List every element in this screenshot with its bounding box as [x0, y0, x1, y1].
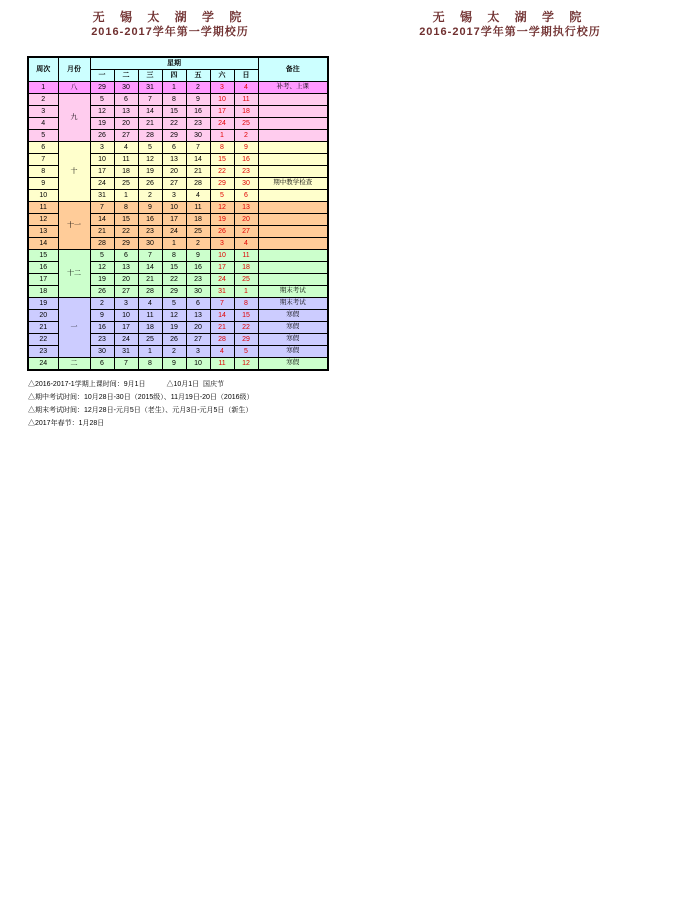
date-cell: 22 [210, 166, 234, 178]
week-no-cell: 12 [28, 214, 58, 226]
date-cell: 21 [138, 118, 162, 130]
date-cell: 8 [162, 250, 186, 262]
note-cell: 寒假 [258, 322, 328, 334]
date-cell: 24 [90, 178, 114, 190]
date-cell: 19 [162, 322, 186, 334]
date-cell: 11 [138, 310, 162, 322]
note-cell: 补考、上课 [258, 82, 328, 94]
date-cell: 12 [90, 106, 114, 118]
date-cell: 5 [90, 94, 114, 106]
week-no-cell: 4 [28, 118, 58, 130]
semester-calendar-table [27, 56, 329, 371]
date-cell: 2 [234, 130, 258, 142]
date-cell: 20 [114, 118, 138, 130]
footnote-line: △期中考试时间：10月28日-30日（2015级）、11月19日-20日（2016级） [28, 394, 254, 401]
note-cell [258, 190, 328, 202]
date-cell: 25 [186, 226, 210, 238]
date-cell: 21 [186, 166, 210, 178]
note-cell: 期末考试 [258, 286, 328, 298]
date-cell: 13 [234, 202, 258, 214]
date-cell: 25 [114, 178, 138, 190]
date-cell: 19 [90, 118, 114, 130]
date-cell: 5 [162, 298, 186, 310]
date-cell: 30 [186, 130, 210, 142]
date-cell: 17 [210, 262, 234, 274]
date-cell: 24 [210, 118, 234, 130]
date-cell: 31 [138, 82, 162, 94]
weekday-header: 五 [186, 70, 210, 82]
week-no-cell: 11 [28, 202, 58, 214]
date-cell: 4 [210, 346, 234, 358]
note-cell [258, 226, 328, 238]
weekday-header: 三 [138, 70, 162, 82]
date-cell: 29 [114, 238, 138, 250]
week-no-cell: 19 [28, 298, 58, 310]
school-name-right: 无 锡 太 湖 学 院 [432, 10, 588, 24]
date-cell: 28 [138, 286, 162, 298]
note-cell [258, 202, 328, 214]
week-no-cell: 16 [28, 262, 58, 274]
date-cell: 31 [114, 346, 138, 358]
note-cell [258, 238, 328, 250]
date-cell: 17 [90, 166, 114, 178]
month-cell: 二 [58, 358, 90, 371]
date-cell: 7 [210, 298, 234, 310]
date-cell: 1 [210, 130, 234, 142]
date-cell: 14 [138, 106, 162, 118]
date-cell: 8 [234, 298, 258, 310]
month-cell: 十二 [58, 250, 90, 298]
date-cell: 5 [210, 190, 234, 202]
month-cell: 十 [58, 142, 90, 202]
date-cell: 16 [186, 262, 210, 274]
calendar-title-right: 2016-2017学年第一学期执行校历 [419, 26, 601, 38]
date-cell: 1 [162, 238, 186, 250]
date-cell: 18 [186, 214, 210, 226]
week-no-cell: 10 [28, 190, 58, 202]
date-cell: 8 [210, 142, 234, 154]
note-cell: 寒假 [258, 358, 328, 371]
date-cell: 5 [234, 346, 258, 358]
calendar-row [28, 298, 328, 310]
date-cell: 12 [210, 202, 234, 214]
date-cell: 4 [114, 142, 138, 154]
month-cell: 十一 [58, 202, 90, 250]
note-cell: 寒假 [258, 334, 328, 346]
date-cell: 11 [114, 154, 138, 166]
month-cell: 九 [58, 94, 90, 142]
date-cell: 20 [162, 166, 186, 178]
date-cell: 16 [90, 322, 114, 334]
week-no-cell: 17 [28, 274, 58, 286]
date-cell: 3 [210, 82, 234, 94]
date-cell: 19 [210, 214, 234, 226]
week-no-cell: 15 [28, 250, 58, 262]
date-cell: 22 [162, 274, 186, 286]
date-cell: 18 [114, 166, 138, 178]
date-cell: 24 [114, 334, 138, 346]
date-cell: 3 [162, 190, 186, 202]
month-cell: 一 [58, 298, 90, 358]
footnote-line: △2017年春节：1月28日 [28, 420, 105, 427]
date-cell: 29 [162, 286, 186, 298]
week-no-cell: 2 [28, 94, 58, 106]
note-cell [258, 94, 328, 106]
date-cell: 23 [186, 118, 210, 130]
date-cell: 9 [186, 250, 210, 262]
date-cell: 17 [210, 106, 234, 118]
date-cell: 1 [162, 82, 186, 94]
date-cell: 8 [138, 358, 162, 371]
weekday-group-header: 星期 [90, 57, 258, 70]
date-cell: 25 [234, 274, 258, 286]
note-cell: 寒假 [258, 346, 328, 358]
execution-calendar-page [340, 0, 680, 453]
week-no-cell: 6 [28, 142, 58, 154]
date-cell: 6 [186, 298, 210, 310]
date-cell: 1 [138, 346, 162, 358]
calendar-row [28, 358, 328, 371]
date-cell: 13 [114, 262, 138, 274]
week-no-cell: 5 [28, 130, 58, 142]
date-cell: 9 [186, 94, 210, 106]
date-cell: 15 [162, 262, 186, 274]
date-cell: 11 [186, 202, 210, 214]
date-cell: 7 [114, 358, 138, 371]
week-no-cell: 9 [28, 178, 58, 190]
note-cell [258, 154, 328, 166]
date-cell: 19 [138, 166, 162, 178]
date-cell: 16 [138, 214, 162, 226]
date-cell: 9 [162, 358, 186, 371]
date-cell: 15 [114, 214, 138, 226]
date-cell: 10 [210, 250, 234, 262]
date-cell: 23 [186, 274, 210, 286]
date-cell: 30 [114, 82, 138, 94]
date-cell: 3 [90, 142, 114, 154]
note-cell [258, 214, 328, 226]
date-cell: 10 [162, 202, 186, 214]
date-cell: 28 [138, 130, 162, 142]
date-cell: 8 [162, 94, 186, 106]
week-no-cell: 7 [28, 154, 58, 166]
week-no-cell: 20 [28, 310, 58, 322]
week-no-header: 周次 [28, 57, 58, 82]
date-cell: 29 [210, 178, 234, 190]
week-no-cell: 1 [28, 82, 58, 94]
date-cell: 25 [234, 118, 258, 130]
date-cell: 2 [162, 346, 186, 358]
calendar-title-left: 2016-2017学年第一学期校历 [91, 26, 249, 38]
note-cell [258, 106, 328, 118]
date-cell: 22 [234, 322, 258, 334]
month-header: 月份 [58, 57, 90, 82]
week-no-cell: 22 [28, 334, 58, 346]
date-cell: 30 [186, 286, 210, 298]
date-cell: 27 [186, 334, 210, 346]
date-cell: 28 [210, 334, 234, 346]
date-cell: 22 [162, 118, 186, 130]
date-cell: 13 [162, 154, 186, 166]
date-cell: 4 [186, 190, 210, 202]
date-cell: 21 [138, 274, 162, 286]
date-cell: 3 [114, 298, 138, 310]
month-cell: 八 [58, 82, 90, 94]
date-cell: 25 [138, 334, 162, 346]
date-cell: 3 [210, 238, 234, 250]
weekday-header: 一 [90, 70, 114, 82]
calendar-row [28, 202, 328, 214]
date-cell: 24 [210, 274, 234, 286]
week-no-cell: 23 [28, 346, 58, 358]
date-cell: 18 [138, 322, 162, 334]
date-cell: 26 [90, 286, 114, 298]
date-cell: 15 [162, 106, 186, 118]
date-cell: 7 [90, 202, 114, 214]
weekday-header: 二 [114, 70, 138, 82]
date-cell: 11 [234, 250, 258, 262]
week-no-cell: 13 [28, 226, 58, 238]
date-cell: 18 [234, 106, 258, 118]
date-cell: 18 [234, 262, 258, 274]
date-cell: 30 [234, 178, 258, 190]
date-cell: 4 [234, 238, 258, 250]
date-cell: 29 [234, 334, 258, 346]
note-cell [258, 166, 328, 178]
footnote-line: △期末考试时间：12月28日-元月5日（老生）、元月3日-元月5日（新生） [28, 407, 253, 414]
date-cell: 20 [234, 214, 258, 226]
week-no-cell: 14 [28, 238, 58, 250]
date-cell: 30 [138, 238, 162, 250]
date-cell: 12 [162, 310, 186, 322]
date-cell: 29 [90, 82, 114, 94]
date-cell: 2 [138, 190, 162, 202]
date-cell: 14 [210, 310, 234, 322]
week-no-cell: 24 [28, 358, 58, 371]
date-cell: 11 [210, 358, 234, 371]
calendar-footnotes [28, 378, 328, 430]
date-cell: 8 [114, 202, 138, 214]
date-cell: 26 [162, 334, 186, 346]
date-cell: 23 [138, 226, 162, 238]
date-cell: 21 [90, 226, 114, 238]
date-cell: 10 [186, 358, 210, 371]
date-cell: 28 [186, 178, 210, 190]
date-cell: 26 [90, 130, 114, 142]
date-cell: 19 [90, 274, 114, 286]
date-cell: 9 [234, 142, 258, 154]
note-cell [258, 250, 328, 262]
date-cell: 17 [162, 214, 186, 226]
date-cell: 27 [162, 178, 186, 190]
date-cell: 24 [162, 226, 186, 238]
date-cell: 12 [138, 154, 162, 166]
date-cell: 16 [186, 106, 210, 118]
date-cell: 6 [114, 250, 138, 262]
date-cell: 10 [114, 310, 138, 322]
date-cell: 13 [114, 106, 138, 118]
date-cell: 12 [90, 262, 114, 274]
date-cell: 10 [90, 154, 114, 166]
date-cell: 1 [234, 286, 258, 298]
note-cell [258, 274, 328, 286]
date-cell: 11 [234, 94, 258, 106]
date-cell: 7 [138, 94, 162, 106]
date-cell: 14 [138, 262, 162, 274]
date-cell: 20 [186, 322, 210, 334]
date-cell: 14 [186, 154, 210, 166]
date-cell: 13 [186, 310, 210, 322]
note-cell [258, 142, 328, 154]
calendar-header-row [28, 57, 328, 70]
weekday-header: 日 [234, 70, 258, 82]
date-cell: 4 [234, 82, 258, 94]
note-cell [258, 118, 328, 130]
date-cell: 23 [90, 334, 114, 346]
footnote-line: △2016-2017-1学期上课时间：9月1日 △10月1日 国庆节 [28, 381, 225, 388]
note-header: 备注 [258, 57, 328, 82]
note-cell: 期中教学检查 [258, 178, 328, 190]
week-no-cell: 3 [28, 106, 58, 118]
date-cell: 15 [234, 310, 258, 322]
date-cell: 1 [114, 190, 138, 202]
date-cell: 26 [210, 226, 234, 238]
note-cell [258, 130, 328, 142]
date-cell: 9 [138, 202, 162, 214]
note-cell: 寒假 [258, 310, 328, 322]
date-cell: 9 [90, 310, 114, 322]
date-cell: 3 [186, 346, 210, 358]
date-cell: 4 [138, 298, 162, 310]
week-no-cell: 21 [28, 322, 58, 334]
date-cell: 6 [114, 94, 138, 106]
date-cell: 2 [186, 238, 210, 250]
date-cell: 29 [162, 130, 186, 142]
calendar-page [0, 0, 340, 453]
date-cell: 14 [90, 214, 114, 226]
date-cell: 5 [90, 250, 114, 262]
date-cell: 26 [138, 178, 162, 190]
weekday-header: 六 [210, 70, 234, 82]
date-cell: 16 [234, 154, 258, 166]
date-cell: 31 [210, 286, 234, 298]
calendar-row [28, 82, 328, 94]
calendar-row [28, 250, 328, 262]
date-cell: 17 [114, 322, 138, 334]
date-cell: 27 [114, 286, 138, 298]
date-cell: 31 [90, 190, 114, 202]
date-cell: 6 [162, 142, 186, 154]
date-cell: 6 [234, 190, 258, 202]
date-cell: 15 [210, 154, 234, 166]
calendar-row [28, 142, 328, 154]
date-cell: 6 [90, 358, 114, 371]
date-cell: 5 [138, 142, 162, 154]
date-cell: 20 [114, 274, 138, 286]
date-cell: 27 [234, 226, 258, 238]
date-cell: 27 [114, 130, 138, 142]
note-cell: 期末考试 [258, 298, 328, 310]
date-cell: 21 [210, 322, 234, 334]
calendar-row [28, 94, 328, 106]
date-cell: 2 [90, 298, 114, 310]
date-cell: 23 [234, 166, 258, 178]
date-cell: 7 [186, 142, 210, 154]
date-cell: 10 [210, 94, 234, 106]
date-cell: 30 [90, 346, 114, 358]
note-cell [258, 262, 328, 274]
date-cell: 12 [234, 358, 258, 371]
date-cell: 7 [138, 250, 162, 262]
week-no-cell: 8 [28, 166, 58, 178]
weekday-header: 四 [162, 70, 186, 82]
school-name-left: 无 锡 太 湖 学 院 [92, 10, 248, 24]
date-cell: 2 [186, 82, 210, 94]
date-cell: 28 [90, 238, 114, 250]
date-cell: 22 [114, 226, 138, 238]
week-no-cell: 18 [28, 286, 58, 298]
